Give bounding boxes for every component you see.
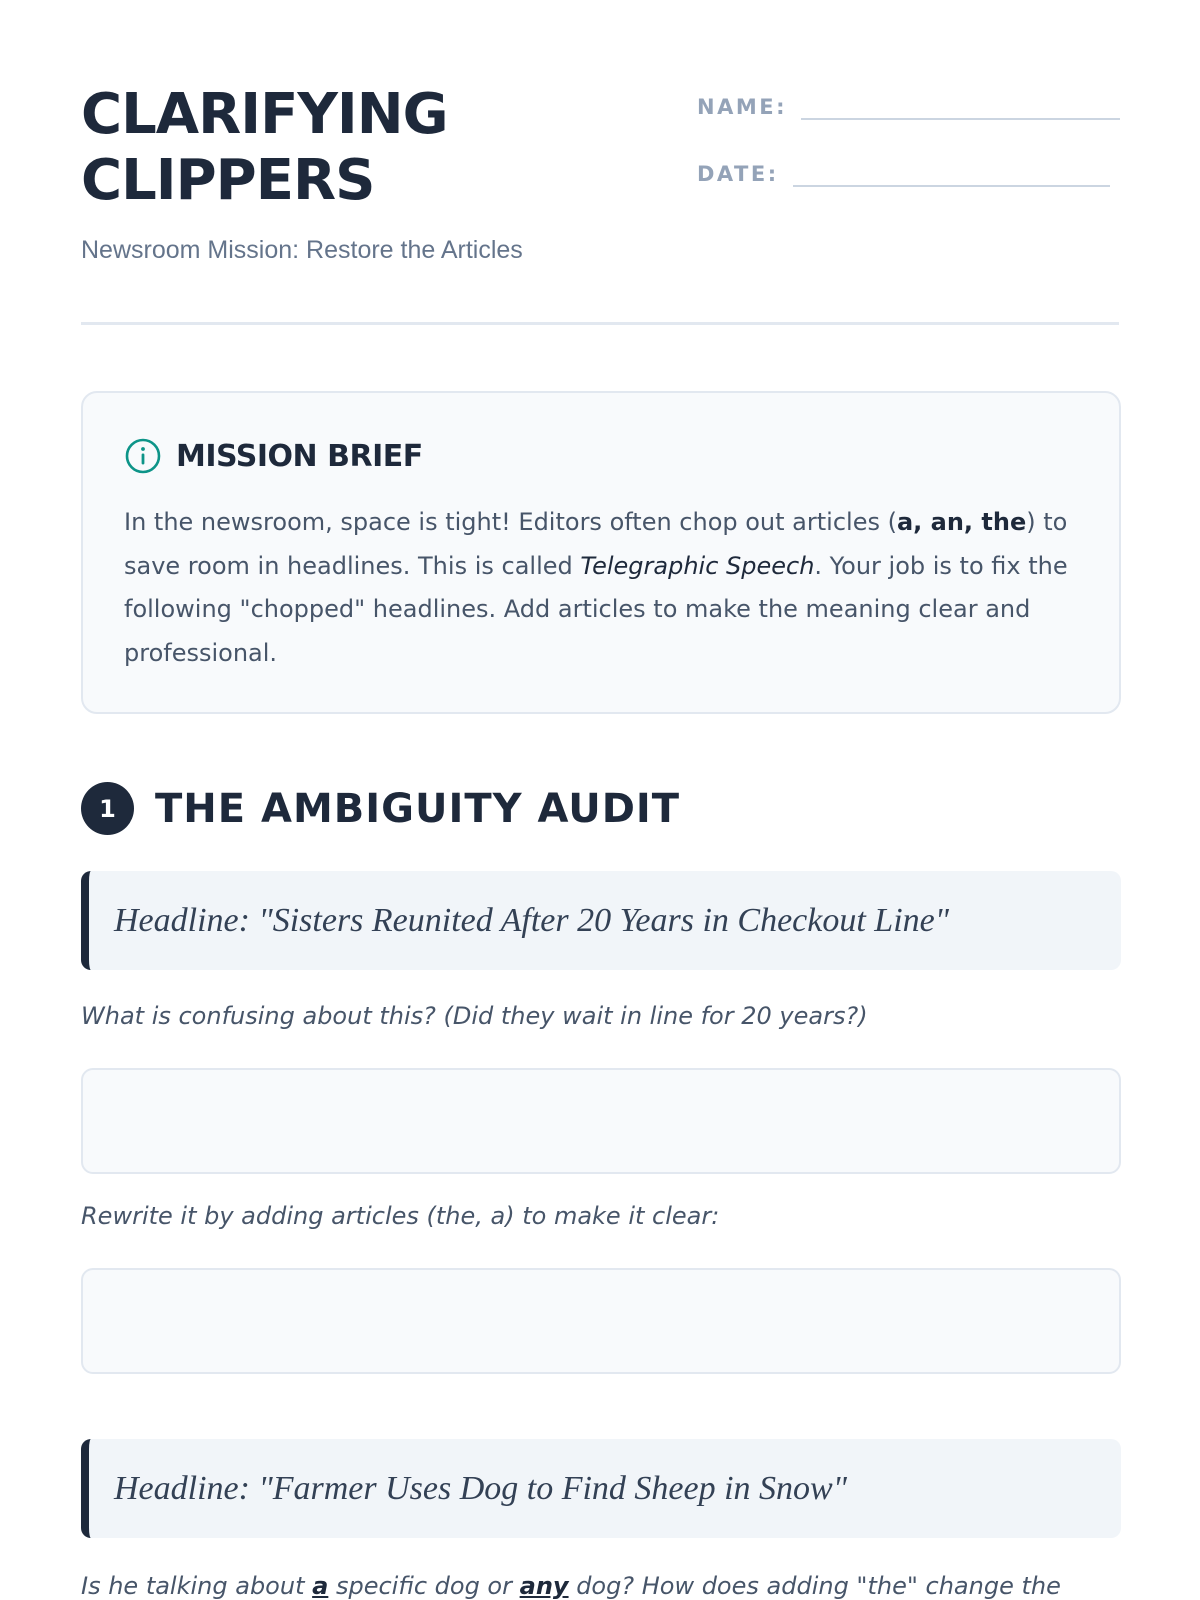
question-2a-part-c: dog? How does adding "the" change the	[568, 1572, 1061, 1600]
date-label: DATE:	[697, 162, 779, 186]
question-2a-underline-any: any	[519, 1572, 569, 1600]
brief-telegraphic-term: Telegraphic Speech	[580, 551, 815, 580]
brief-text-part-2: ) to save room in headlines. This is called	[124, 508, 1068, 580]
student-fields	[697, 86, 1120, 220]
mission-brief-title: MISSION BRIEF	[176, 438, 423, 474]
answer-box-1a[interactable]	[81, 1068, 1121, 1174]
name-input-line[interactable]	[801, 86, 1120, 120]
mission-brief-text	[124, 501, 1079, 675]
answer-box-1b[interactable]	[81, 1268, 1121, 1374]
question-1a: What is confusing about this? (Did they wait in line for 20 years?)	[81, 1002, 868, 1030]
section-1-header	[81, 782, 680, 835]
mission-brief-header	[124, 437, 1079, 475]
mission-brief-panel	[81, 391, 1121, 714]
worksheet-title	[81, 82, 601, 214]
headline-card-1: Headline: "Sisters Reunited After 20 Years in Checkout Line"	[81, 871, 1121, 970]
headline-card-2: Headline: "Farmer Uses Dog to Find Sheep in Snow"	[81, 1439, 1121, 1538]
question-2a-part-b: specific dog or	[328, 1572, 520, 1600]
title-line-1: CLARIFYING	[81, 82, 448, 147]
name-label: NAME:	[697, 95, 787, 119]
title-block	[81, 82, 601, 265]
question-2a	[81, 1572, 1061, 1600]
info-circle-icon	[124, 437, 162, 475]
section-title: THE AMBIGUITY AUDIT	[155, 785, 681, 832]
name-field	[697, 86, 1120, 120]
title-line-2: CLIPPERS	[81, 148, 375, 213]
brief-text-part-1: In the newsroom, space is tight! Editors often chop out articles (	[124, 508, 897, 536]
worksheet-subtitle: Newsroom Mission: Restore the Articles	[81, 236, 523, 264]
section-number-badge: 1	[81, 782, 134, 835]
worksheet-header	[81, 0, 1119, 325]
question-2a-part-a: Is he talking about	[81, 1572, 313, 1600]
date-input-line[interactable]	[793, 153, 1110, 187]
brief-articles-bold: a, an, the	[896, 508, 1027, 536]
question-2a-underline-a: a	[312, 1572, 329, 1600]
question-1b: Rewrite it by adding articles (the, a) to make it clear:	[81, 1202, 720, 1230]
brief-text-part-3: . Your job is to fix the following "chopped" headlines. Add articles to make the meaning clear and professional.	[124, 551, 1068, 667]
date-field	[697, 153, 1120, 187]
